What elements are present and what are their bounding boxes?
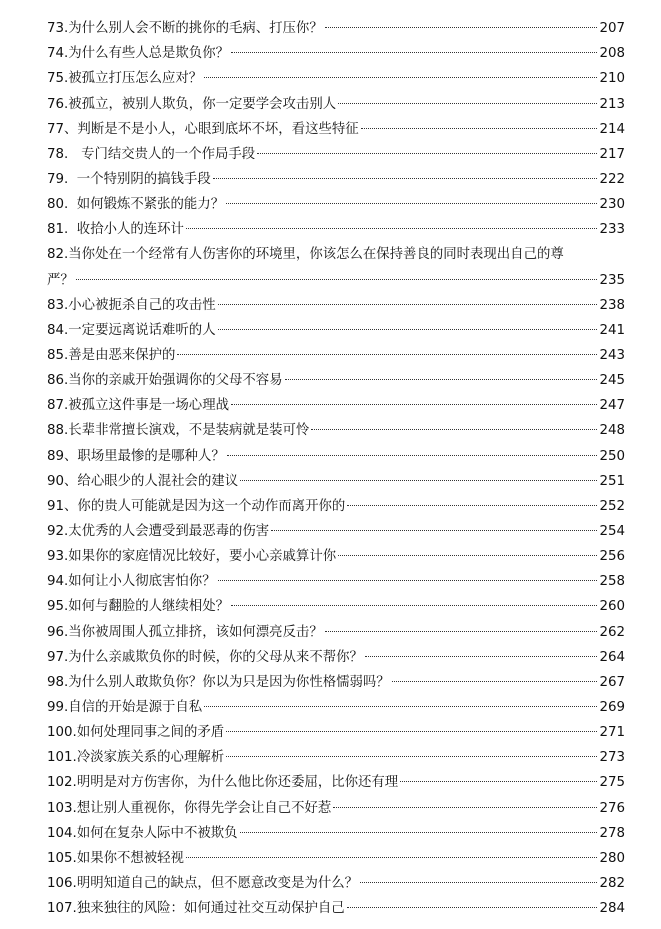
dot-leader (231, 404, 597, 405)
dot-leader (231, 52, 597, 53)
toc-entry-title: 99.自信的开始是源于自私 (47, 699, 203, 715)
toc-entry-page: 248 (599, 423, 625, 439)
dot-leader (218, 580, 598, 581)
dot-leader (392, 681, 598, 682)
toc-entry[interactable] (47, 715, 625, 740)
toc-entry-title: 75.被孤立打压怎么应对？ (47, 71, 203, 87)
toc-entry[interactable] (47, 338, 625, 363)
dot-leader (338, 555, 597, 556)
dot-leader (333, 807, 597, 808)
toc-entry-title: 107.独来独往的风险：如何通过社交互动保护自己 (47, 901, 345, 917)
toc-entry[interactable] (47, 388, 625, 413)
toc-entry-page: 243 (599, 347, 625, 363)
toc-entry-page: 210 (599, 71, 625, 87)
toc-entry-page: 235 (599, 272, 625, 288)
toc-entry[interactable] (47, 740, 625, 765)
toc-entry-page: 284 (599, 901, 625, 917)
toc-entry-page: 222 (599, 171, 625, 187)
toc-entry[interactable] (47, 288, 625, 313)
toc-entry-title: 102.明明是对方伤害你，为什么他比你还委屈，比你还有理 (47, 775, 399, 791)
dot-leader (231, 605, 597, 606)
toc-entry-title: 98.为什么别人敢欺负你？你以为只是因为你性格懦弱吗？ (47, 674, 390, 690)
toc-entry[interactable] (47, 765, 625, 790)
toc-entry-title: 88.长辈非常擅长演戏，不是装病就是装可怜 (47, 423, 310, 439)
toc-entry-page: 252 (599, 498, 625, 514)
dot-leader (325, 631, 598, 632)
toc-entry-page: 208 (599, 46, 625, 62)
toc-entry-page: 241 (599, 322, 625, 338)
toc-entry-page: 271 (599, 725, 625, 741)
dot-leader (347, 907, 598, 908)
toc-entry[interactable] (47, 237, 625, 287)
dot-leader (311, 429, 597, 430)
toc-entry-title: 96.当你被周围人孤立排挤，该如何漂亮反击？ (47, 624, 323, 640)
toc-entry-page: 250 (599, 448, 625, 464)
toc-entry[interactable] (47, 36, 625, 61)
toc-entry-title: 83.小心被扼杀自己的攻击性 (47, 297, 216, 313)
toc-entry-title: 105.如果你不想被轻视 (47, 850, 184, 866)
toc-entry-page: 278 (599, 825, 625, 841)
toc-entry-title: 97.为什么亲戚欺负你的时候，你的父母从来不帮你？ (47, 649, 363, 665)
toc-entry-page: 233 (599, 222, 625, 238)
toc-entry[interactable] (47, 438, 625, 463)
toc-entry-page: 269 (599, 699, 625, 715)
dot-leader (271, 530, 597, 531)
dot-leader (240, 480, 597, 481)
toc-entry-title: 100.如何处理同事之间的矛盾 (47, 725, 225, 741)
dot-leader (186, 857, 597, 858)
toc-entry-title: 89、职场里最惨的是哪种人？ (47, 448, 225, 464)
toc-entry[interactable] (47, 589, 625, 614)
toc-entry[interactable] (47, 539, 625, 564)
toc-entry-title: 93.如果你的家庭情况比较好，要小心亲戚算计你 (47, 549, 337, 565)
toc-entry-title: 73.为什么别人会不断的挑你的毛病、打压你？ (47, 21, 323, 37)
toc-entry[interactable] (47, 665, 625, 690)
toc-entry[interactable] (47, 313, 625, 338)
toc-entry-page: 238 (599, 297, 625, 313)
toc-entry-title: 81. 收拾小人的连环计 (47, 222, 184, 238)
toc-entry-title: 104.如何在复杂人际中不被欺负 (47, 825, 238, 841)
toc-entry[interactable] (47, 187, 625, 212)
toc-entry[interactable] (47, 816, 625, 841)
toc-entry-title: 76.被孤立，被别人欺负，你一定要学会攻击别人 (47, 96, 337, 112)
toc-entry-page: 282 (599, 875, 625, 891)
dot-leader (226, 203, 597, 204)
toc-entry-title: 90、给心眼少的人混社会的建议 (47, 473, 239, 489)
toc-entry[interactable] (47, 841, 625, 866)
toc-entry[interactable] (47, 162, 625, 187)
toc-entry-title: 87.被孤立这件事是一场心理战 (47, 398, 229, 414)
toc-entry[interactable] (47, 489, 625, 514)
toc-entry[interactable] (47, 363, 625, 388)
dot-leader (204, 77, 597, 78)
dot-leader (360, 882, 597, 883)
toc-entry[interactable] (47, 891, 625, 916)
toc-entry-page: 251 (599, 473, 625, 489)
dot-leader (325, 27, 598, 28)
toc-entry[interactable] (47, 690, 625, 715)
toc-entry-page: 256 (599, 549, 625, 565)
toc-entry[interactable] (47, 564, 625, 589)
dot-leader (347, 505, 597, 506)
toc-entry-page: 217 (599, 146, 625, 162)
toc-entry-title: 94.如何让小人彻底害怕你？ (47, 574, 216, 590)
toc-entry[interactable] (47, 137, 625, 162)
dot-leader (338, 103, 597, 104)
toc-entry-title: 103.想让别人重视你，你得先学会让自己不好惹 (47, 800, 332, 816)
table-of-contents (47, 11, 625, 916)
toc-entry[interactable] (47, 212, 625, 237)
toc-entry-page: 207 (599, 21, 625, 37)
toc-entry-page: 214 (599, 121, 625, 137)
dot-leader (218, 329, 598, 330)
toc-entry[interactable] (47, 866, 625, 891)
toc-entry-page: 275 (599, 775, 625, 791)
toc-entry-page: 262 (599, 624, 625, 640)
toc-entry-page: 260 (599, 599, 625, 615)
toc-entry-title: 86.当你的亲戚开始强调你的父母不容易 (47, 373, 283, 389)
dot-leader (400, 781, 597, 782)
toc-entry-title: 85.善是由恶来保护的 (47, 347, 176, 363)
toc-entry[interactable] (47, 514, 625, 539)
toc-entry-page: 254 (599, 523, 625, 539)
dot-leader (365, 656, 598, 657)
toc-entry[interactable] (47, 790, 625, 815)
toc-entry-title: 106.明明知道自己的缺点，但不愿意改变是为什么？ (47, 875, 359, 891)
toc-entry-title: 101.冷淡家族关系的心理解析 (47, 750, 225, 766)
dot-leader (285, 379, 598, 380)
toc-entry-title: 78. 专门结交贵人的一个作局手段 (47, 146, 256, 162)
toc-entry-page: 276 (599, 800, 625, 816)
toc-entry-page: 264 (599, 649, 625, 665)
dot-leader (218, 304, 598, 305)
toc-entry-title: 95.如何与翻脸的人继续相处？ (47, 599, 229, 615)
toc-entry-title: 74.为什么有些人总是欺负你？ (47, 46, 229, 62)
toc-entry-title: 91、你的贵人可能就是因为这一个动作而离开你的 (47, 498, 346, 514)
toc-entry[interactable] (47, 464, 625, 489)
dot-leader (227, 455, 598, 456)
dot-leader (226, 731, 597, 732)
toc-entry-page: 267 (599, 674, 625, 690)
toc-entry-title: 80. 如何锻炼不紧张的能力？ (47, 197, 225, 213)
toc-entry-page: 230 (599, 197, 625, 213)
toc-entry[interactable] (47, 640, 625, 665)
dot-leader (204, 706, 597, 707)
toc-entry-title: 92.太优秀的人会遭受到最恶毒的伤害 (47, 523, 270, 539)
dot-leader (257, 153, 597, 154)
dot-leader (76, 279, 598, 280)
toc-entry[interactable] (47, 61, 625, 86)
toc-entry[interactable] (47, 11, 625, 36)
toc-entry-page: 213 (599, 96, 625, 112)
dot-leader (186, 228, 598, 229)
toc-entry-title: 84.一定要远离说话难听的人 (47, 322, 216, 338)
toc-entry-page: 280 (599, 850, 625, 866)
dot-leader (213, 178, 598, 179)
dot-leader (361, 128, 598, 129)
toc-entry-title-line2: 严？ (47, 272, 74, 288)
toc-entry-title-line1: 82.当你处在一个经常有人伤害你的环境里，你该怎么在保持善良的同时表现出自己的尊 (47, 247, 564, 263)
toc-entry[interactable] (47, 614, 625, 639)
toc-entry[interactable] (47, 86, 625, 111)
dot-leader (177, 354, 597, 355)
toc-entry[interactable] (47, 112, 625, 137)
dot-leader (240, 832, 598, 833)
toc-entry-page: 258 (599, 574, 625, 590)
toc-entry-title: 77、判断是不是小人，心眼到底坏不坏，看这些特征 (47, 121, 359, 137)
toc-entry-page: 245 (599, 373, 625, 389)
dot-leader (226, 756, 597, 757)
toc-entry-page: 273 (599, 750, 625, 766)
toc-entry-title: 79. 一个特别阴的搞钱手段 (47, 171, 211, 187)
toc-entry-page: 247 (599, 398, 625, 414)
toc-entry[interactable] (47, 413, 625, 438)
